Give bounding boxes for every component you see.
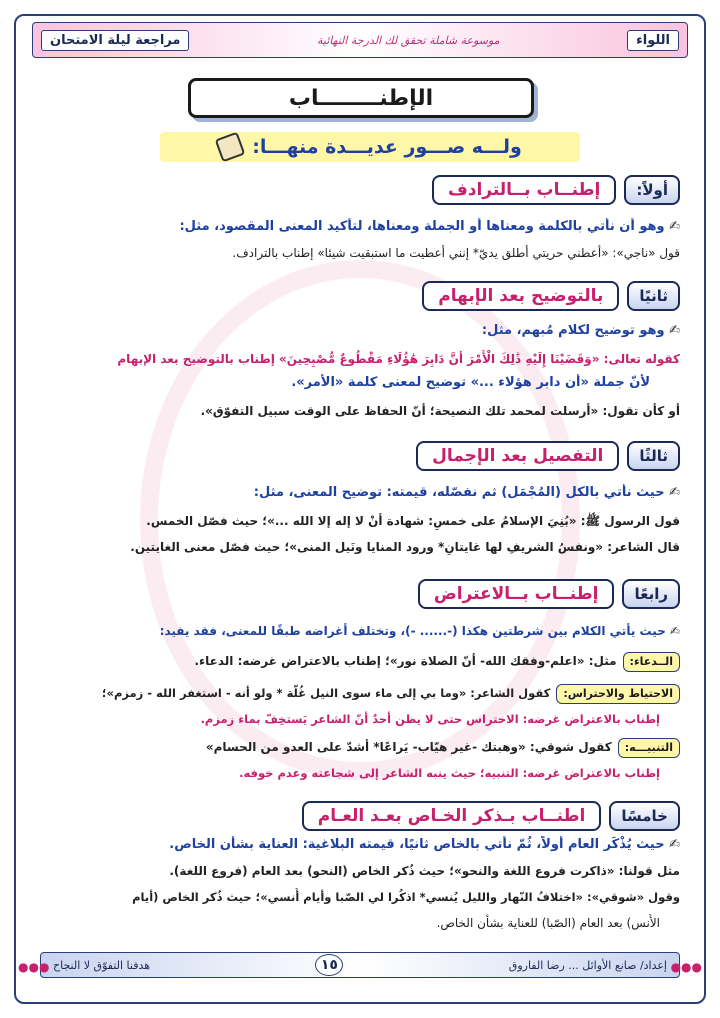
s1-line-2-text: قول «ناجي»: «أعطني حريتي أطلق يديّ* إنني أعطيت ما استبقيت شيئا» إطناب بالترادف.: [232, 246, 680, 260]
footer-dots-right: ●●●: [670, 960, 702, 974]
page-title: الإطنــــــــاب: [188, 78, 534, 118]
section-4-heading: [418, 578, 680, 610]
footer-author: إعداد/ صانع الأوائل ... رضا الفاروق: [508, 958, 667, 972]
header-center-label: موسوعة شاملة تحقق لك الدرجة النهائية: [317, 33, 500, 47]
s4-line-2: [40, 652, 680, 672]
section-5-number: خامسًا: [609, 801, 680, 831]
s4-tag-alert: التنبيـــه:: [618, 738, 680, 758]
page-footer: [40, 952, 680, 978]
s3-line-2: قول الرسول ﷺ: «بُنِيَ الإسلامُ على خمسٍ: شهادة أنْ لا إله إلا الله ...»؛ حيث فصّل الخمس.: [146, 514, 680, 528]
footer-dots-left: ●●●: [18, 960, 50, 974]
section-1-number: أولاً:: [624, 175, 680, 205]
page-number: ١٥: [315, 954, 343, 976]
section-3-title: التفصيل بعد الإجمال: [416, 441, 619, 471]
s3-line-3: قال الشاعر: «ونفسُ الشريفِ لها غايتانِ* ورود المنايا ونَيل المنى»؛ حيث فصّل معنى الغايتين.: [130, 540, 680, 554]
s4-line-3: [40, 684, 680, 704]
s1-line-1: ✍ وهو أن نأتي بالكلمة ومعناها أو الجملة ومعناها، لتأكيد المعنى المقصود، مثل:: [40, 218, 680, 236]
s4-line-1: ✍ حيث يأتي الكلام بين شرطتين هكذا (-...... -)، وتختلف أغراضه طبقًا للمعنى، فقد يفيد:: [40, 622, 680, 640]
section-4-number: رابعًا: [622, 579, 680, 609]
s2-line-4: أو كأن تقول: «أرسلت لمحمد تلك النصيحة؛ أنّ الحفاظ على الوقت سبيل التفوّق».: [200, 404, 680, 418]
s1-line-2: [40, 244, 680, 262]
section-1-title: إطنــاب بــالترادف: [432, 175, 616, 205]
section-5-title: اطنــاب بـذكر الخـاص بعـد العـام: [302, 801, 602, 831]
s4-tag-caution: الاحتياط والاحتراس:: [556, 684, 680, 704]
pen-icon: [215, 132, 246, 163]
s5-line-2: مثل قولنا: «ذاكرت فروع اللغة والنحو»؛ حيث ذُكر الخاص (النحو) بعد العام (فروع اللغة).: [169, 864, 680, 878]
section-2-number: ثانيًا: [627, 281, 680, 311]
s4-line-5: [40, 738, 680, 758]
s4-line-2-text: مثل: «اعلم-وفقك الله- أنّ الصلاة نور»؛ إطناب بالاعتراض غرضه: الدعاء.: [194, 654, 617, 668]
page-frame: [14, 14, 706, 1004]
header-left-label: مراجعة ليلة الامتحان: [41, 30, 189, 51]
s2-line-3: لأنّ جملة «أن دابر هؤلاء ...» توضيح لمعنى كلمة «الأمر».: [291, 375, 650, 390]
s4-line-6: إطناب بالاعتراض غرضه: التنبيه؛ حيث ينبه الشاعر إلى شجاعته وعدم خوفه.: [239, 766, 660, 780]
section-2-heading: [422, 280, 680, 312]
s2-line-1: ✍ وهو توضيح لكلام مُبهم، مثل:: [40, 322, 680, 340]
section-3-number: ثالثًا: [627, 441, 680, 471]
intro-text: ولـــه صـــور عديـــدة منهـــا:: [252, 136, 522, 158]
page-header: [32, 22, 688, 58]
s5-line-4: الأُنس) بعد العام (الصّبا) للعناية بشأن الخاص.: [436, 916, 660, 930]
section-1-heading: [432, 174, 680, 206]
s2-line-2: كقوله تعالى: «وَقَضَيْنَا إِلَيْهِ ذَٰلِكَ الْأَمْرَ أَنَّ دَابِرَ هَٰؤُلَاءِ مَقْطُوعٌ مُّصْبِحِينَ» إطناب بالتوضيح بعد الإبهام: [117, 352, 680, 366]
s5-line-3: وقول «شوقي»: «اختلافُ النّهار والليل يُنسي* اذكُرا لي الصّبا وأيام أُنسي»؛ حيث ذُكر الخاص (أيام: [132, 890, 680, 904]
s4-line-5-text: كقول شوقي: «وهبتك -غير هيّاب- يَراعًا* أشدّ على العدو من الحسام»: [205, 740, 612, 754]
s5-line-1: ✍ حيث يُذْكَر العام أولاً، ثُمّ نأتي بالخاص ثانيًا، قيمته البلاغية: العناية بشأن الخاص.: [40, 836, 680, 854]
s4-line-3-text: كقول الشاعر: «وما بي إلى ماء سوى النيل غُلّة * ولو أنه - استغفر الله - زمزم»؛: [101, 686, 551, 700]
section-4-title: إطنــاب بــالاعتراض: [418, 579, 615, 609]
section-2-title: بالتوضيح بعد الإبهام: [422, 281, 619, 311]
section-5-heading: [302, 800, 680, 832]
intro-banner: [160, 132, 580, 162]
header-right-label: اللواء: [627, 30, 679, 51]
section-3-heading: [416, 440, 680, 472]
s4-tag-dua: الــدعاء:: [623, 652, 680, 672]
footer-slogan: هدفنا التفوّق لا النجاح: [53, 958, 151, 972]
s4-line-4: إطناب بالاعتراض غرضه: الاحتراس حتى لا يظن أحدٌ أنّ الشاعر يَستخِفّ بماء زمزم.: [200, 712, 660, 726]
s3-line-1: ✍ حيث نأتي بالكل (المُجْمَل) ثم نفصّله، قيمته: توضيح المعنى، مثل:: [40, 484, 680, 502]
